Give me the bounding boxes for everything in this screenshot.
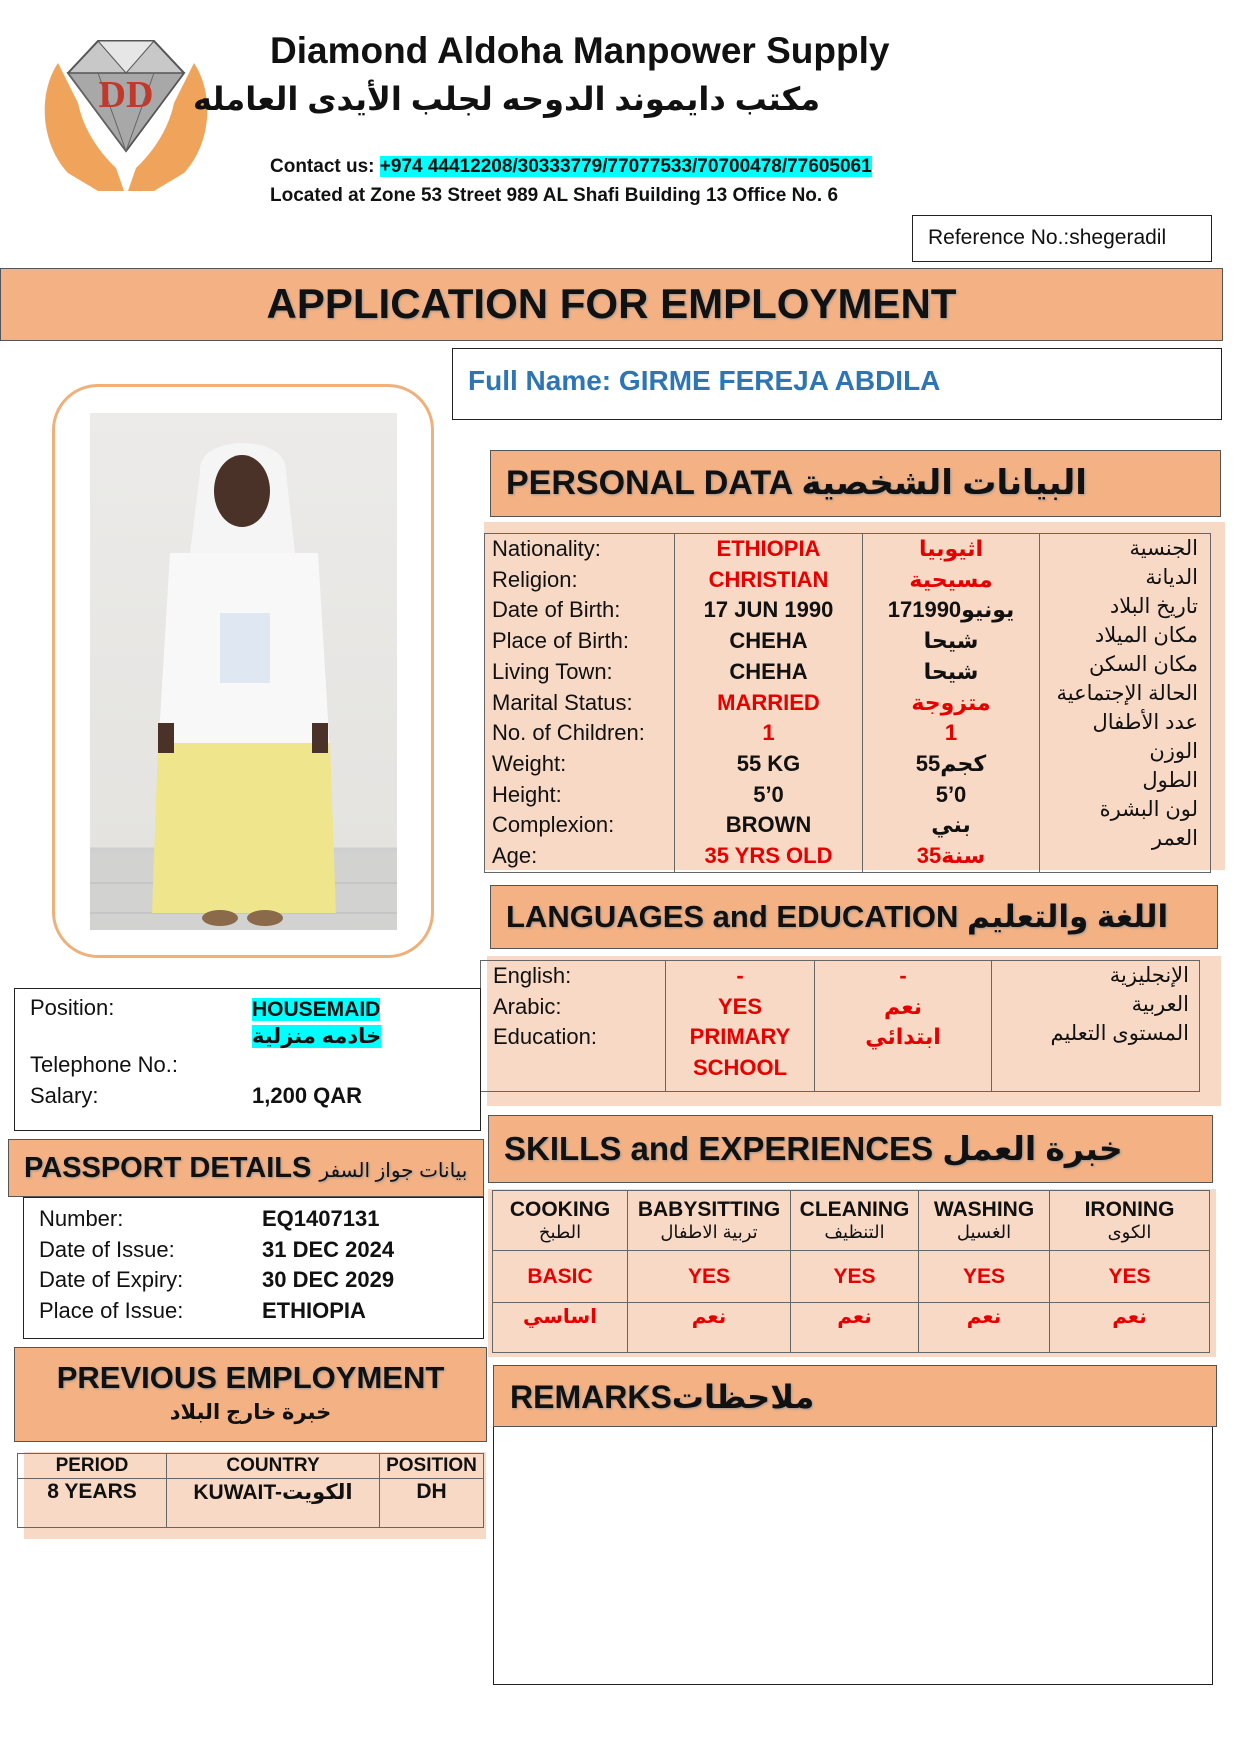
children-label: No. of Children: bbox=[492, 720, 645, 746]
washing-value: YES bbox=[919, 1251, 1050, 1303]
religion-label-ar: الديانة bbox=[1145, 566, 1198, 589]
babysitting-header bbox=[628, 1191, 791, 1251]
passport-box bbox=[23, 1197, 484, 1339]
dob-label: Date of Birth: bbox=[492, 597, 621, 623]
remarks-box bbox=[493, 1427, 1213, 1685]
company-name-ar: مكتب دايموند الدوحه لجلب الأيدى العامله bbox=[192, 81, 820, 117]
arabic-label-ar: العربية bbox=[1131, 993, 1189, 1016]
remarks-title: REMARKSملاحظات bbox=[510, 1379, 815, 1415]
position-box bbox=[14, 988, 481, 1131]
nationality-label: Nationality: bbox=[492, 536, 601, 561]
pob-label: Place of Birth: bbox=[492, 628, 629, 654]
languages-values-ar-cell bbox=[815, 961, 992, 1092]
previous-employment-title: PREVIOUS EMPLOYMENT bbox=[56, 1360, 445, 1395]
children-value: 1 bbox=[762, 720, 775, 746]
cleaning-header-en: CLEANING bbox=[799, 1198, 910, 1221]
complexion-value: BROWN bbox=[725, 812, 812, 838]
living-town-label: Living Town: bbox=[492, 658, 613, 684]
contact-line bbox=[270, 156, 872, 178]
languages-values-cell bbox=[666, 961, 815, 1092]
salary-value: 1,200 QAR bbox=[252, 1083, 363, 1108]
personal-labels-ar-cell bbox=[1040, 534, 1211, 873]
expiry-date-label: Date of Expiry: bbox=[39, 1267, 184, 1293]
weight-label-ar: الوزن bbox=[1149, 740, 1198, 763]
religion-value: CHRISTIAN bbox=[708, 566, 829, 592]
washing-header-en: WASHING bbox=[933, 1198, 1035, 1221]
languages-labels-cell bbox=[481, 961, 666, 1092]
cooking-header-en: COOKING bbox=[509, 1198, 611, 1221]
skills-table bbox=[492, 1190, 1210, 1353]
english-value-ar: - bbox=[899, 963, 907, 988]
application-title: APPLICATION FOR EMPLOYMENT bbox=[266, 280, 957, 327]
pob-value: CHEHA bbox=[729, 628, 808, 654]
previous-employment-table bbox=[17, 1453, 484, 1528]
age-value-ar: 35سنة bbox=[916, 843, 986, 869]
previous-employment-bar bbox=[14, 1347, 487, 1442]
cleaning-value-ar: نعم bbox=[791, 1303, 919, 1353]
skills-title-en: SKILLS and EXPERIENCES bbox=[504, 1130, 934, 1167]
nationality-value-ar: اثيوبيا bbox=[918, 536, 984, 561]
passport-title bbox=[9, 1140, 483, 1199]
arabic-value: YES bbox=[717, 993, 763, 1019]
logo-letters: DD bbox=[98, 74, 154, 116]
cleaning-header bbox=[791, 1191, 919, 1251]
pob-label-ar: مكان الميلاد bbox=[1094, 624, 1198, 647]
personal-values-ar-cell bbox=[863, 534, 1040, 873]
cooking-value: BASIC bbox=[493, 1251, 628, 1303]
previous-employment-title-ar: خبرة خارج البلاد bbox=[169, 1401, 332, 1424]
passport-number-label: Number: bbox=[39, 1206, 124, 1231]
age-value: 35 YRS OLD bbox=[704, 843, 833, 869]
skills-bar bbox=[488, 1115, 1213, 1183]
application-title-bar bbox=[0, 268, 1223, 341]
passport-bar bbox=[8, 1139, 484, 1197]
telephone-label: Telephone No.: bbox=[30, 1052, 178, 1077]
personal-data-table bbox=[484, 533, 1211, 873]
children-label-ar: عدد الأطفال bbox=[1092, 711, 1198, 734]
issue-date-value: 31 DEC 2024 bbox=[262, 1236, 395, 1262]
babysitting-header-ar: تربية الاطفال bbox=[660, 1222, 758, 1242]
languages-title-ar: اللغة والتعليم bbox=[967, 899, 1169, 934]
washing-header bbox=[919, 1191, 1050, 1251]
arabic-label: Arabic: bbox=[493, 993, 562, 1019]
nationality-value: ETHIOPIA bbox=[716, 536, 821, 561]
marital-status-label: Marital Status: bbox=[492, 689, 633, 715]
skills-title-ar: خبرة العمل bbox=[942, 1130, 1123, 1167]
personal-data-title-ar: البيانات الشخصية bbox=[801, 464, 1087, 502]
pob-value-ar: شيحا bbox=[923, 628, 979, 654]
full-name-box bbox=[452, 348, 1222, 420]
reference-box bbox=[912, 215, 1212, 262]
passport-title-ar: بيانات جواز السفر bbox=[319, 1160, 468, 1182]
religion-label: Religion: bbox=[492, 566, 578, 592]
religion-value-ar: مسيحية bbox=[909, 566, 993, 592]
personal-data-title-en: PERSONAL DATA bbox=[506, 464, 792, 502]
issue-date-label: Date of Issue: bbox=[39, 1236, 175, 1262]
education-label: Education: bbox=[493, 1024, 597, 1050]
full-name: Full Name: GIRME FEREJA ABDILA bbox=[468, 365, 941, 396]
education-label-ar: المستوى التعليم bbox=[1050, 1022, 1189, 1045]
cleaning-value: YES bbox=[791, 1251, 919, 1303]
weight-value: 55 KG bbox=[736, 750, 801, 776]
nationality-label-ar: الجنسية bbox=[1129, 537, 1198, 560]
passport-number-value: EQ1407131 bbox=[262, 1206, 380, 1231]
ironing-value: YES bbox=[1050, 1251, 1210, 1303]
complexion-value-ar: بني bbox=[931, 812, 971, 838]
age-label: Age: bbox=[492, 843, 538, 869]
personal-data-bar bbox=[490, 450, 1221, 517]
education-value-line2: SCHOOL bbox=[692, 1055, 788, 1081]
cleaning-header-ar: التنظيف bbox=[824, 1222, 885, 1242]
passport-values bbox=[262, 1204, 394, 1327]
living-town-value-ar: شيحا bbox=[923, 658, 979, 684]
position-value bbox=[252, 996, 381, 1050]
contact-label: Contact us: bbox=[270, 156, 375, 177]
living-town-value: CHEHA bbox=[729, 658, 808, 684]
company-name-en: Diamond Aldoha Manpower Supply bbox=[270, 30, 890, 71]
passport-labels bbox=[39, 1204, 183, 1327]
weight-value-ar: 55كجم bbox=[915, 750, 987, 776]
languages-labels-ar-cell bbox=[992, 961, 1200, 1092]
period-header: PERIOD bbox=[18, 1454, 167, 1479]
weight-label: Weight: bbox=[492, 750, 567, 776]
remarks-bar bbox=[493, 1365, 1217, 1427]
ironing-header-ar: الكوى bbox=[1107, 1222, 1152, 1242]
expiry-date-value: 30 DEC 2029 bbox=[262, 1267, 395, 1293]
age-label-ar: العمر bbox=[1151, 827, 1198, 850]
height-label-ar: الطول bbox=[1142, 769, 1198, 792]
english-value: - bbox=[736, 963, 744, 988]
passport-title-en: PASSPORT DETAILS bbox=[24, 1152, 312, 1184]
arabic-value-ar: نعم bbox=[884, 993, 922, 1019]
english-label: English: bbox=[493, 963, 572, 988]
cooking-value-ar: اساسي bbox=[493, 1303, 628, 1353]
height-value: 5’0 bbox=[753, 781, 784, 807]
children-value-ar: 1 bbox=[944, 720, 958, 746]
education-value-ar: ابتدائي bbox=[865, 1024, 941, 1050]
position-header: POSITION bbox=[380, 1454, 484, 1479]
babysitting-value-ar: نعم bbox=[628, 1303, 791, 1353]
place-of-issue-label: Place of Issue: bbox=[39, 1298, 184, 1324]
height-label: Height: bbox=[492, 781, 562, 807]
marital-status-label-ar: الحالة الإجتماعية bbox=[1056, 682, 1198, 705]
languages-title-en: LANGUAGES and EDUCATION bbox=[506, 899, 959, 934]
dob-value: 17 JUN 1990 bbox=[703, 597, 834, 623]
ironing-value-ar: نعم bbox=[1050, 1303, 1210, 1353]
country-value: KUWAIT-الكويت bbox=[167, 1479, 380, 1528]
complexion-label: Complexion: bbox=[492, 812, 615, 838]
position-value-ar: خادمه منزلية bbox=[252, 1025, 382, 1048]
reference-number: Reference No.:shegeradil bbox=[928, 226, 1167, 249]
skills-title bbox=[489, 1116, 1212, 1182]
personal-labels-cell bbox=[485, 534, 675, 873]
position-value-en: HOUSEMAID bbox=[252, 998, 381, 1021]
contact-phones: +974 44412208/30333779/77077533/70700478/77605061 bbox=[379, 156, 872, 177]
applicant-photo bbox=[90, 413, 397, 930]
marital-status-value-ar: متزوجة bbox=[911, 689, 991, 715]
complexion-label-ar: لون البشرة bbox=[1099, 798, 1198, 821]
languages-title bbox=[491, 886, 1217, 948]
babysitting-value: YES bbox=[628, 1251, 791, 1303]
cooking-header-ar: الطبخ bbox=[538, 1222, 582, 1242]
washing-value-ar: نعم bbox=[919, 1303, 1050, 1353]
ironing-header-en: IRONING bbox=[1084, 1198, 1175, 1221]
english-label-ar: الإنجليزية bbox=[1109, 964, 1189, 987]
office-address: Located at Zone 53 Street 989 AL Shafi Building 13 Office No. 6 bbox=[270, 185, 839, 206]
personal-values-cell bbox=[675, 534, 863, 873]
education-value-line1: PRIMARY bbox=[689, 1024, 791, 1050]
height-value-ar: 5’0 bbox=[935, 781, 967, 807]
ironing-header bbox=[1050, 1191, 1210, 1251]
dob-value-ar: 17يونيو1990 bbox=[887, 597, 1015, 623]
marital-status-value: MARRIED bbox=[717, 689, 820, 715]
living-town-label-ar: مكان السكن bbox=[1088, 653, 1198, 676]
place-of-issue-value: ETHIOPIA bbox=[262, 1298, 366, 1324]
period-value: 8 YEARS bbox=[18, 1479, 167, 1528]
position-label: Position: bbox=[30, 995, 115, 1020]
washing-header-ar: الغسيل bbox=[956, 1222, 1012, 1242]
languages-bar bbox=[490, 885, 1218, 949]
country-header: COUNTRY bbox=[167, 1454, 380, 1479]
salary-label: Salary: bbox=[30, 1083, 99, 1108]
position-value-prev: DH bbox=[380, 1479, 484, 1528]
dob-label-ar: تاريخ البلاد bbox=[1109, 595, 1198, 618]
cooking-header bbox=[493, 1191, 628, 1251]
languages-table bbox=[480, 960, 1200, 1092]
personal-data-title bbox=[491, 451, 1220, 515]
babysitting-header-en: BABYSITTING bbox=[637, 1198, 781, 1221]
